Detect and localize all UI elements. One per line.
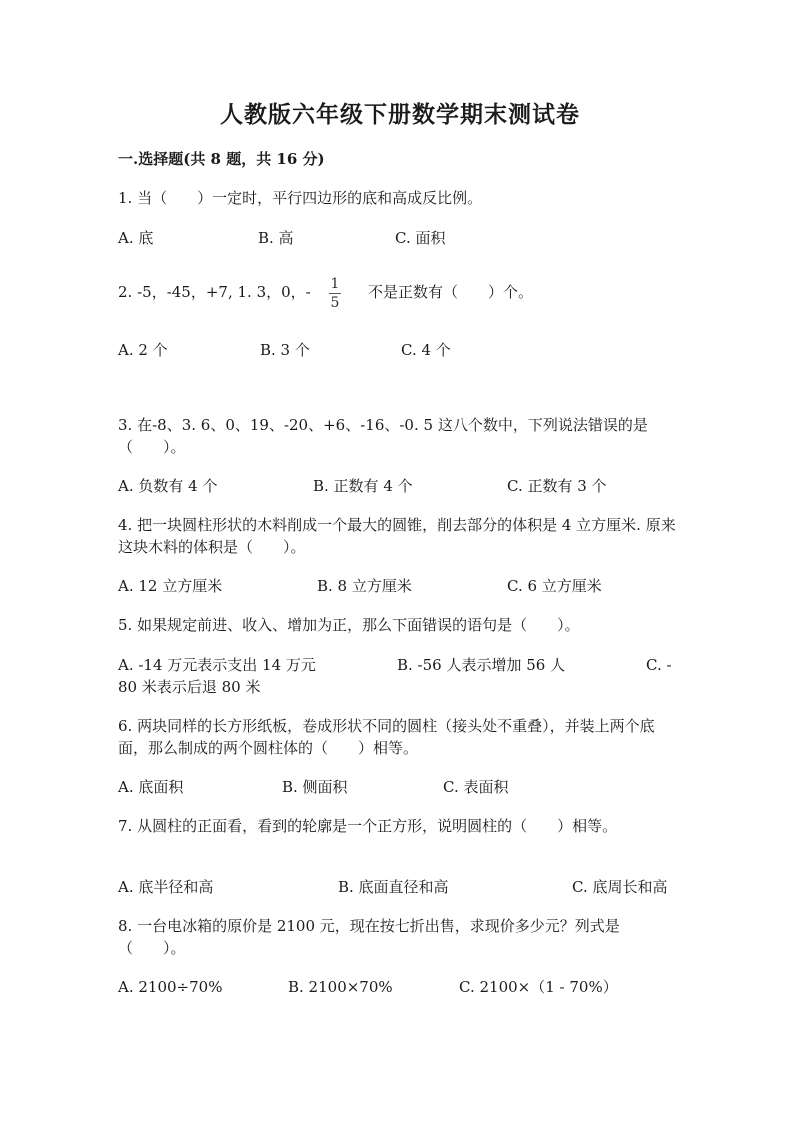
question-5: 5. 如果规定前进、收入、增加为正，那么下面错误的语句是（ ）。 <box>118 616 580 634</box>
question-7: 7. 从圆柱的正面看，看到的轮廓是一个正方形，说明圆柱的（ ）相等。 <box>118 817 618 835</box>
q7-option-b: B. 底面直径和高 <box>338 878 449 896</box>
q1-option-a: A. 底 <box>118 229 154 247</box>
q8-option-c: C. 2100×（1 - 70%） <box>459 978 618 996</box>
fraction <box>326 276 344 311</box>
q4-option-a: A. 12 立方厘米 <box>118 577 223 595</box>
q3-option-a: A. 负数有 4 个 <box>118 477 218 495</box>
q3-option-b: B. 正数有 4 个 <box>313 477 413 495</box>
q3-option-c: C. 正数有 3 个 <box>507 477 607 495</box>
question-4: 4. 把一块圆柱形状的木料削成一个最大的圆锥，削去部分的体积是 4 立方厘米. 原来这块木料的体积是（ ）。 <box>118 516 676 556</box>
question-1: 1. 当（ ）一定时，平行四边形的底和高成反比例。 <box>118 189 483 207</box>
page-title: 人教版六年级下册数学期末测试卷 <box>220 101 580 128</box>
fraction-bar <box>329 293 341 294</box>
q7-option-c: C. 底周长和高 <box>572 878 668 896</box>
q7-option-a: A. 底半径和高 <box>118 878 214 896</box>
q5-option-a: A. -14 万元表示支出 14 万元 <box>118 656 316 674</box>
question-3: 3. 在-8、3. 6、0、19、-20、+6、-16、-0. 5 这八个数中，下列说法错误的是（ ）。 <box>118 416 648 456</box>
q5-option-c-continued: 80 米表示后退 80 米 <box>118 678 261 696</box>
section-heading: 一.选择题(共 8 题，共 16 分) <box>118 150 325 168</box>
q4-option-b: B. 8 立方厘米 <box>317 577 412 595</box>
q6-option-b: B. 侧面积 <box>282 778 348 796</box>
q4-option-c: C. 6 立方厘米 <box>507 577 602 595</box>
q8-option-b: B. 2100×70% <box>288 978 393 996</box>
q2-option-c: C. 4 个 <box>401 341 451 359</box>
fraction-numerator: 1 <box>330 276 340 292</box>
q6-option-c: C. 表面积 <box>443 778 509 796</box>
q2-option-b: B. 3 个 <box>260 341 310 359</box>
q2-option-a: A. 2 个 <box>118 341 168 359</box>
fraction-denominator: 5 <box>330 295 340 311</box>
q1-option-c: C. 面积 <box>395 229 446 247</box>
question-8: 8. 一台电冰箱的原价是 2100 元，现在按七折出售，求现价多少元？列式是（ ）。 <box>118 917 620 957</box>
q6-option-a: A. 底面积 <box>118 778 184 796</box>
q5-option-b: B. -56 人表示增加 56 人 <box>397 656 566 674</box>
question-2-text-after: 不是正数有（ ）个。 <box>368 283 534 301</box>
q8-option-a: A. 2100÷70% <box>118 978 223 996</box>
question-2-text-before: 2. -5，-45，+7, 1. 3，0，- <box>118 283 311 301</box>
q1-option-b: B. 高 <box>258 229 294 247</box>
q5-option-c: C. - <box>646 656 672 674</box>
question-6: 6. 两块同样的长方形纸板，卷成形状不同的圆柱（接头处不重叠），并装上两个底面，那么制成的两个圆柱体的（ ）相等。 <box>118 717 655 757</box>
